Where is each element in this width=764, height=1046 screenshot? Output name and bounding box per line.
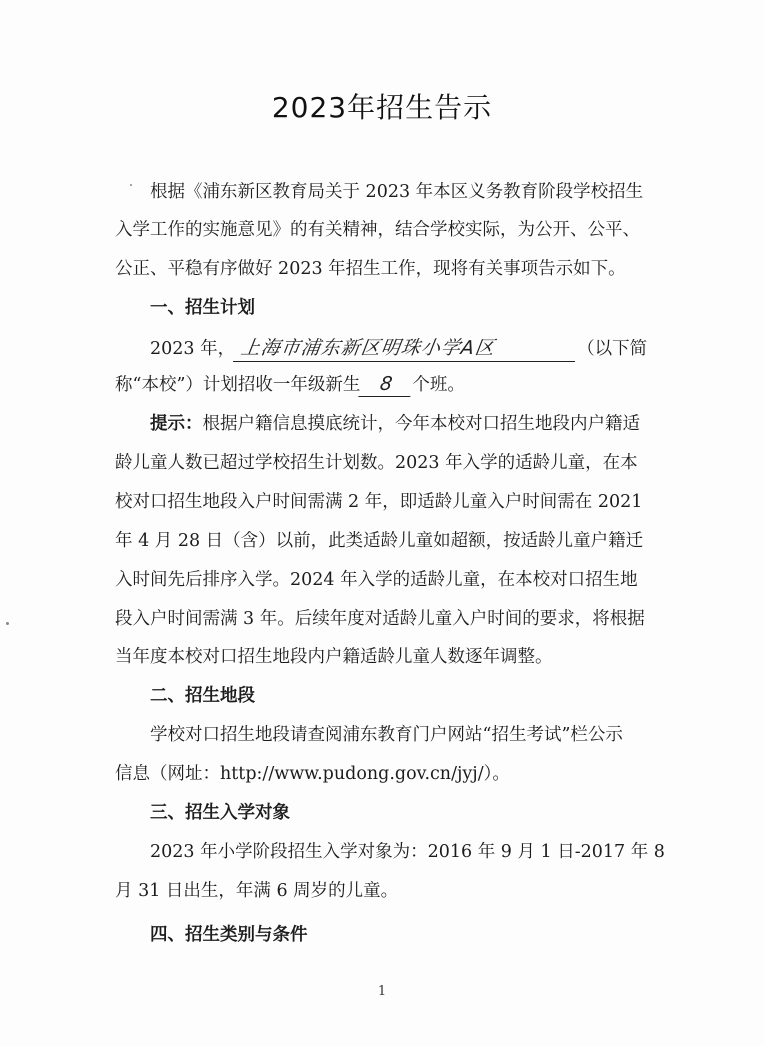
tip-line-2: 龄儿童人数已超过学校招生计划数。2023 年入学的适龄儿童，在本 <box>115 453 638 473</box>
handwritten-class-count: 8 <box>359 373 414 397</box>
intro-line-1: 根据《浦东新区教育局关于 2023 年本区义务教育阶段学校招生 <box>150 182 644 202</box>
plan2-prefix: 称“本校”）计划招收一年级新生 <box>115 375 361 395</box>
plan-suffix: （以下简 <box>577 339 648 359</box>
intro-line-3: 公正、平稳有序做好 2023 年招生工作，现将有关事项告示如下。 <box>115 259 626 279</box>
tip-line-6: 段入户时间需满 3 年。后续年度对适龄儿童入户时间的要求，将根据 <box>115 609 645 629</box>
scan-speck <box>130 184 132 186</box>
tip-line-4: 年 4 月 28 日（含）以前，此类适龄儿童如超额，按适龄儿童户籍迁 <box>115 531 644 551</box>
tip-line-5: 入时间先后排序入学。2024 年入学的适龄儿童，在本校对口招生地 <box>115 570 638 590</box>
plan-line-1 <box>150 333 647 362</box>
tip-line-7: 当年度本校对口招生地段内户籍适龄儿童人数逐年调整。 <box>115 647 553 667</box>
tip-label: 提示： <box>150 414 203 434</box>
intro-line-2: 入学工作的实施意见》的有关精神，结合学校实际，为公开、公平、 <box>115 220 640 240</box>
district-line-2: 信息（网址：http://www.pudong.gov.cn/jyj/）。 <box>115 764 510 784</box>
plan-line-2 <box>115 371 465 397</box>
page-title: 2023年招生告示 <box>271 91 493 124</box>
district-line-1: 学校对口招生地段请查阅浦东教育门户网站“招生考试”栏公示 <box>150 725 623 745</box>
eligibility-line-1: 2023 年小学阶段招生入学对象为：2016 年 9 月 1 日-2017 年 8 <box>150 842 665 862</box>
plan2-suffix: 个班。 <box>412 375 465 395</box>
scan-speck <box>6 622 9 625</box>
section-heading-categories: 四、招生类别与条件 <box>150 925 308 945</box>
tip-line-3: 校对口招生地段入户时间需满 2 年，即适龄儿童入户时间需在 2021 <box>115 492 643 512</box>
page-number: 1 <box>377 984 387 999</box>
eligibility-line-2: 月 31 日出生，年满 6 周岁的儿童。 <box>115 881 399 901</box>
section-heading-eligibility: 三、招生入学对象 <box>150 803 290 823</box>
section-heading-district: 二、招生地段 <box>150 686 255 706</box>
handwritten-school-name: 上海市浦东新区明珠小学A区 <box>233 333 579 362</box>
section-heading-plan: 一、招生计划 <box>150 298 255 318</box>
plan-prefix: 2023 年， <box>150 339 236 359</box>
tip-text-1: 根据户籍信息摸底统计，今年本校对口招生地段内户籍适 <box>202 414 640 434</box>
tip-line-1 <box>150 410 640 435</box>
